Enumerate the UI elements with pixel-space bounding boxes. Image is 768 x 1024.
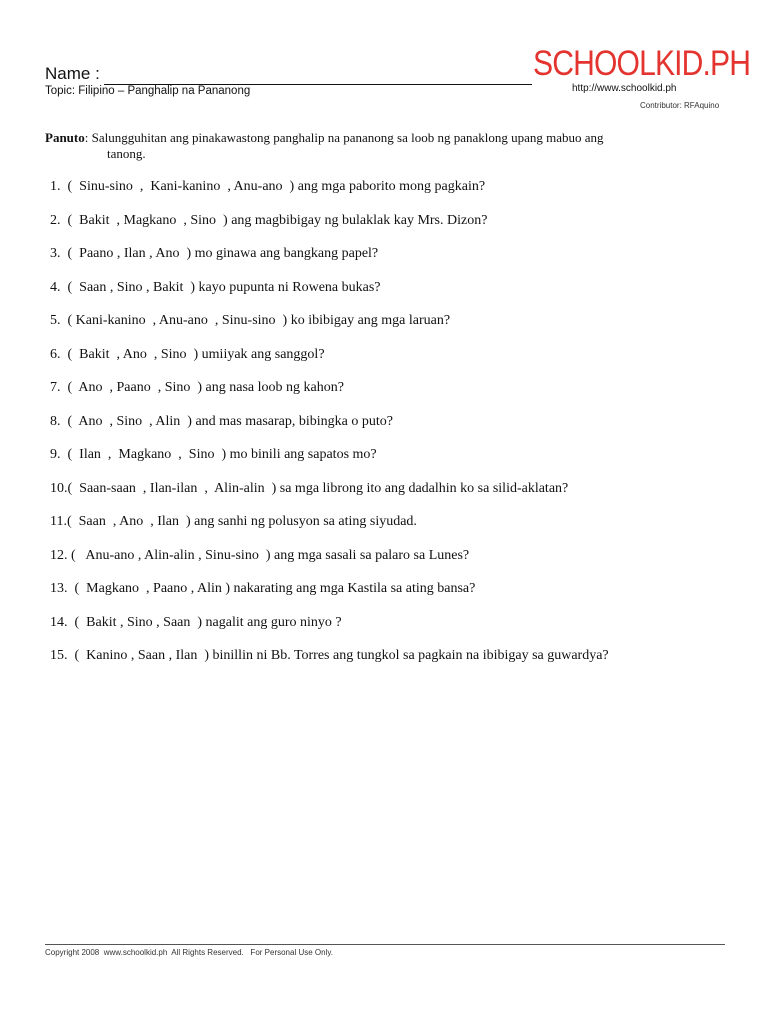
question-item: 1. ( Sinu-sino , Kani-kanino , Anu-ano ) ang mga paborito mong pagkain? bbox=[50, 179, 486, 194]
topic-text: Topic: Filipino – Panghalip na Pananong bbox=[45, 85, 251, 97]
question-item: 15. ( Kanino , Saan , Ilan ) binillin ni Bb. Torres ang tungkol sa pagkain na ibibigay sa guwardya? bbox=[50, 648, 609, 663]
question-item: 5. ( Kani-kanino , Anu-ano , Sinu-sino ) ko ibibigay ang mga laruan? bbox=[50, 313, 451, 328]
question-item: 7. ( Ano , Paano , Sino ) ang nasa loob ng kahon? bbox=[50, 380, 344, 395]
question-item: 13. ( Magkano , Paano , Alin ) nakarating ang mga Kastila sa ating bansa? bbox=[50, 581, 476, 596]
question-item: 12. ( Anu-ano , Alin-alin , Sinu-sino ) ang mga sasali sa palaro sa Lunes? bbox=[50, 547, 470, 563]
copyright-footer: Copyright 2008 www.schoolkid.ph All Rights Reserved. For Personal Use Only. bbox=[45, 948, 333, 957]
instructions bbox=[45, 130, 725, 162]
question-item: 2. ( Bakit , Magkano , Sino ) ang magbibigay ng bulaklak kay Mrs. Dizon? bbox=[50, 212, 488, 228]
contributor-text: Contributor: RFAquino bbox=[640, 101, 720, 110]
question-item: 11.( Saan , Ano , Ilan ) ang sanhi ng polusyon sa ating siyudad. bbox=[50, 514, 417, 529]
footer-divider bbox=[45, 944, 725, 945]
question-item: 10.( Saan-saan , Ilan-ilan , Alin-alin ) sa mga librong ito ang dadalhin ko sa silid-aklatan? bbox=[50, 480, 569, 496]
question-item: 4. ( Saan , Sino , Bakit ) kayo pupunta ni Rowena bukas? bbox=[50, 279, 381, 295]
instructions-text: : Salungguhitan ang pinakawastong panghalip na pananong sa loob ng panaklong upang mabuo ang bbox=[84, 130, 604, 145]
site-url: http://www.schoolkid.ph bbox=[572, 83, 677, 94]
schoolkid-logo: SCHOOLKID.PH bbox=[533, 44, 751, 83]
question-item: 9. ( Ilan , Magkano , Sino ) mo binili ang sapatos mo? bbox=[50, 447, 377, 462]
instructions-text-continued: tanong. bbox=[107, 146, 146, 161]
question-item: 3. ( Paano , Ilan , Ano ) mo ginawa ang bangkang papel? bbox=[50, 246, 379, 261]
question-item: 6. ( Bakit , Ano , Sino ) umiiyak ang sanggol? bbox=[50, 346, 325, 362]
question-item: 8. ( Ano , Sino , Alin ) and mas masarap, bibingka o puto? bbox=[50, 413, 393, 429]
instructions-label: Panuto bbox=[45, 130, 85, 145]
name-label: Name : bbox=[45, 64, 100, 83]
question-item: 14. ( Bakit , Sino , Saan ) nagalit ang guro ninyo ? bbox=[50, 614, 342, 630]
question-list bbox=[50, 178, 609, 681]
